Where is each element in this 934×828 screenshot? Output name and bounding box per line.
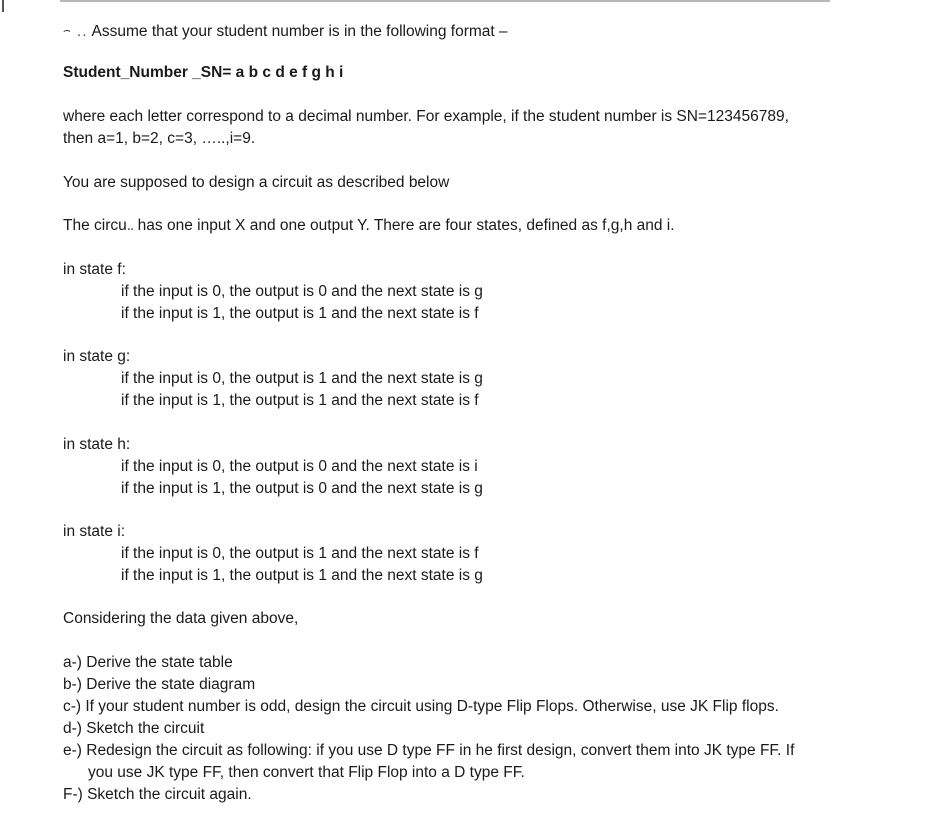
where-line-1: where each letter correspond to a decimal number. For example, if the student number is SN=123456789,: [63, 108, 789, 125]
task-e-line-1: e-) Redesign the circuit as following: if you use D type FF in he first design, convert them into JK type FF. If: [63, 742, 795, 759]
lead-dots: ..: [76, 23, 88, 40]
task-a: a-) Derive the state table: [63, 654, 233, 671]
task-b: b-) Derive the state diagram: [63, 676, 256, 693]
state-f-label: in state f:: [63, 261, 126, 278]
state-g-rule-0: if the input is 0, the output is 1 and the next state is g: [121, 370, 483, 387]
circuit-line: [63, 215, 675, 237]
student-number-format: Student_Number _SN= a b c d e f g h i: [63, 64, 344, 81]
state-i-rule-1: if the input is 1, the output is 1 and the next state is g: [121, 567, 483, 584]
lead-mark: ⌢: [63, 23, 71, 37]
state-i-rule-0: if the input is 0, the output is 1 and the next state is f: [121, 545, 479, 562]
circuit-line-end: has one input X and one output Y. There are four states, defined as f,g,h and i.: [133, 217, 675, 234]
task-e-line-2: you use JK type FF, then convert that Flip Flop into a D type FF.: [88, 764, 525, 781]
circuit-line-start: The circu: [63, 217, 127, 234]
page-edge-mark: [2, 0, 4, 12]
state-f-rule-0: if the input is 0, the output is 0 and the next state is g: [121, 283, 483, 300]
task-d: d-) Sketch the circuit: [63, 720, 205, 737]
state-g-rule-1: if the input is 1, the output is 1 and the next state is f: [121, 392, 479, 409]
state-f-rule-1: if the input is 1, the output is 1 and the next state is f: [121, 305, 479, 322]
state-i-label: in state i:: [63, 523, 126, 540]
task-f: F-) Sketch the circuit again.: [63, 786, 252, 803]
state-h-rule-0: if the input is 0, the output is 0 and the next state is i: [121, 458, 478, 475]
state-h-rule-1: if the input is 1, the output is 0 and the next state is g: [121, 480, 483, 497]
intro-text: Assume that your student number is in the following format –: [91, 23, 508, 40]
state-h-label: in state h:: [63, 436, 131, 453]
circuit-line-smudge: ..: [126, 217, 134, 234]
task-c: c-) If your student number is odd, design the circuit using D-type Flip Flops. Otherwise, use JK Flip flops.: [63, 698, 779, 715]
top-rule: [60, 0, 830, 2]
design-line: You are supposed to design a circuit as described below: [63, 174, 450, 191]
where-line-2: then a=1, b=2, c=3, …..,i=9.: [63, 130, 256, 147]
considering-line: Considering the data given above,: [63, 610, 299, 627]
state-g-label: in state g:: [63, 348, 131, 365]
intro-line: [63, 19, 508, 43]
